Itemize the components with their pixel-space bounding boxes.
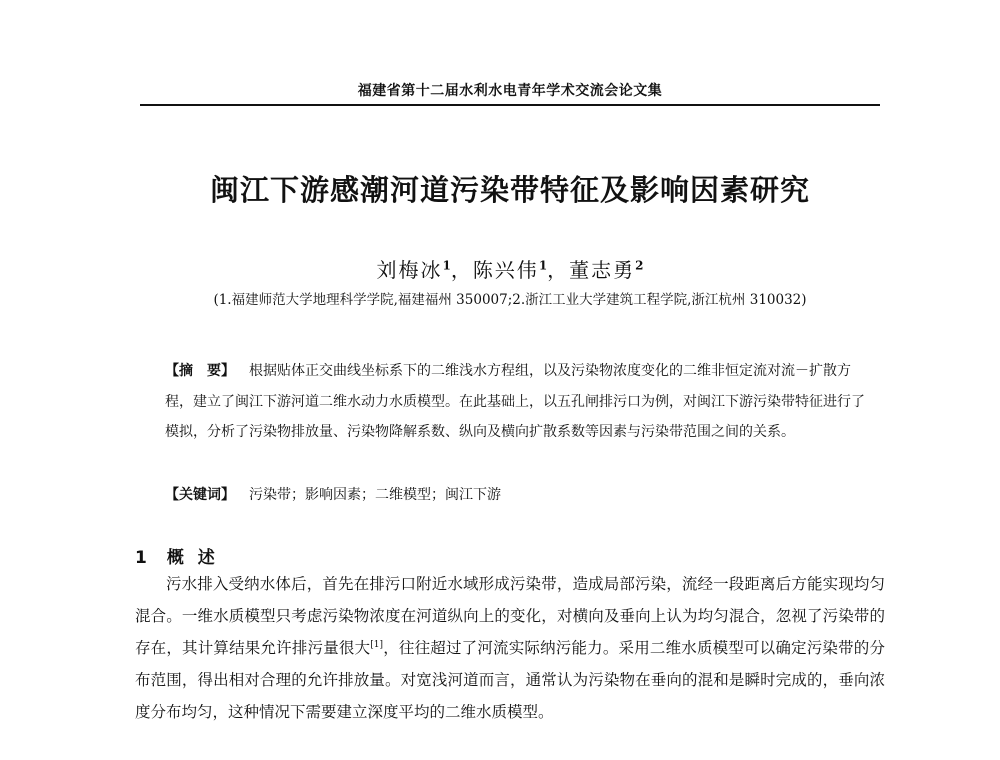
keywords-text: 污染带；影响因素；二维模型；闽江下游: [249, 487, 501, 503]
paragraph-text: ，往往超过了河流实际纳污能力。采用二维水质模型可以确定污染带的分布范围，得出相对合理的允许排放量。对宽浅河道而言，通常认为污染物在垂向的混和是瞬时完成的，垂向浓度分布均匀，这种情况下需要建立深度平均的二维水质模型。: [135, 639, 885, 721]
section-heading: [135, 543, 219, 568]
keywords-label: 【关键词】: [165, 487, 235, 503]
section-body-paragraph: [135, 568, 885, 728]
keywords-block: [165, 484, 865, 504]
abstract-label: 【摘 要】: [165, 363, 235, 379]
affiliation-line: (1.福建师范大学地理科学学院,福建福州 350007;2.浙江工业大学建筑工程学院,浙江杭州 310032): [213, 292, 807, 308]
author-affiliation-mark: 1: [442, 258, 451, 273]
author-name: 刘梅冰: [376, 258, 443, 282]
abstract-block: [165, 356, 865, 448]
paragraph-text: 污水排入受纳水体后，首先在排污口附近水域形成污染带，造成局部污染，流经一段距离后方能实现均匀混合。一维水质模型只考虑污染物浓度在河道纵向上的变化，对横向及垂向上认为均匀混合，忽视了污染带的存在，其计算结果允许排污量很大: [135, 575, 885, 657]
author-separator: ，: [450, 258, 473, 282]
author-line: [140, 254, 880, 283]
section-title: 概 述: [166, 548, 219, 568]
citation-reference: [1]: [370, 639, 384, 650]
paper-title: 闽江下游感潮河道污染带特征及影响因素研究: [209, 173, 810, 207]
abstract-text: 根据贴体正交曲线坐标系下的二维浅水方程组，以及污染物浓度变化的二维非恒定流对流－扩散方程，建立了闽江下游河道二维水动力水质模型。在此基础上，以五孔闸排污口为例，对闽江下游污染带特征进行了模拟，分析了污染物排放量、污染物降解系数、纵向及横向扩散系数等因素与污染带范围之间的关系。: [165, 363, 865, 440]
header-rule: [140, 104, 880, 106]
running-header: 福建省第十二届水利水电青年学术交流会论文集: [357, 83, 663, 99]
author-separator: ，: [547, 258, 570, 282]
author-name: 陈兴伟: [472, 258, 539, 282]
section-number: 1: [135, 548, 149, 568]
author-affiliation-mark: 2: [635, 258, 644, 273]
author-name: 董志勇: [569, 258, 636, 282]
author-affiliation-mark: 1: [538, 258, 548, 273]
